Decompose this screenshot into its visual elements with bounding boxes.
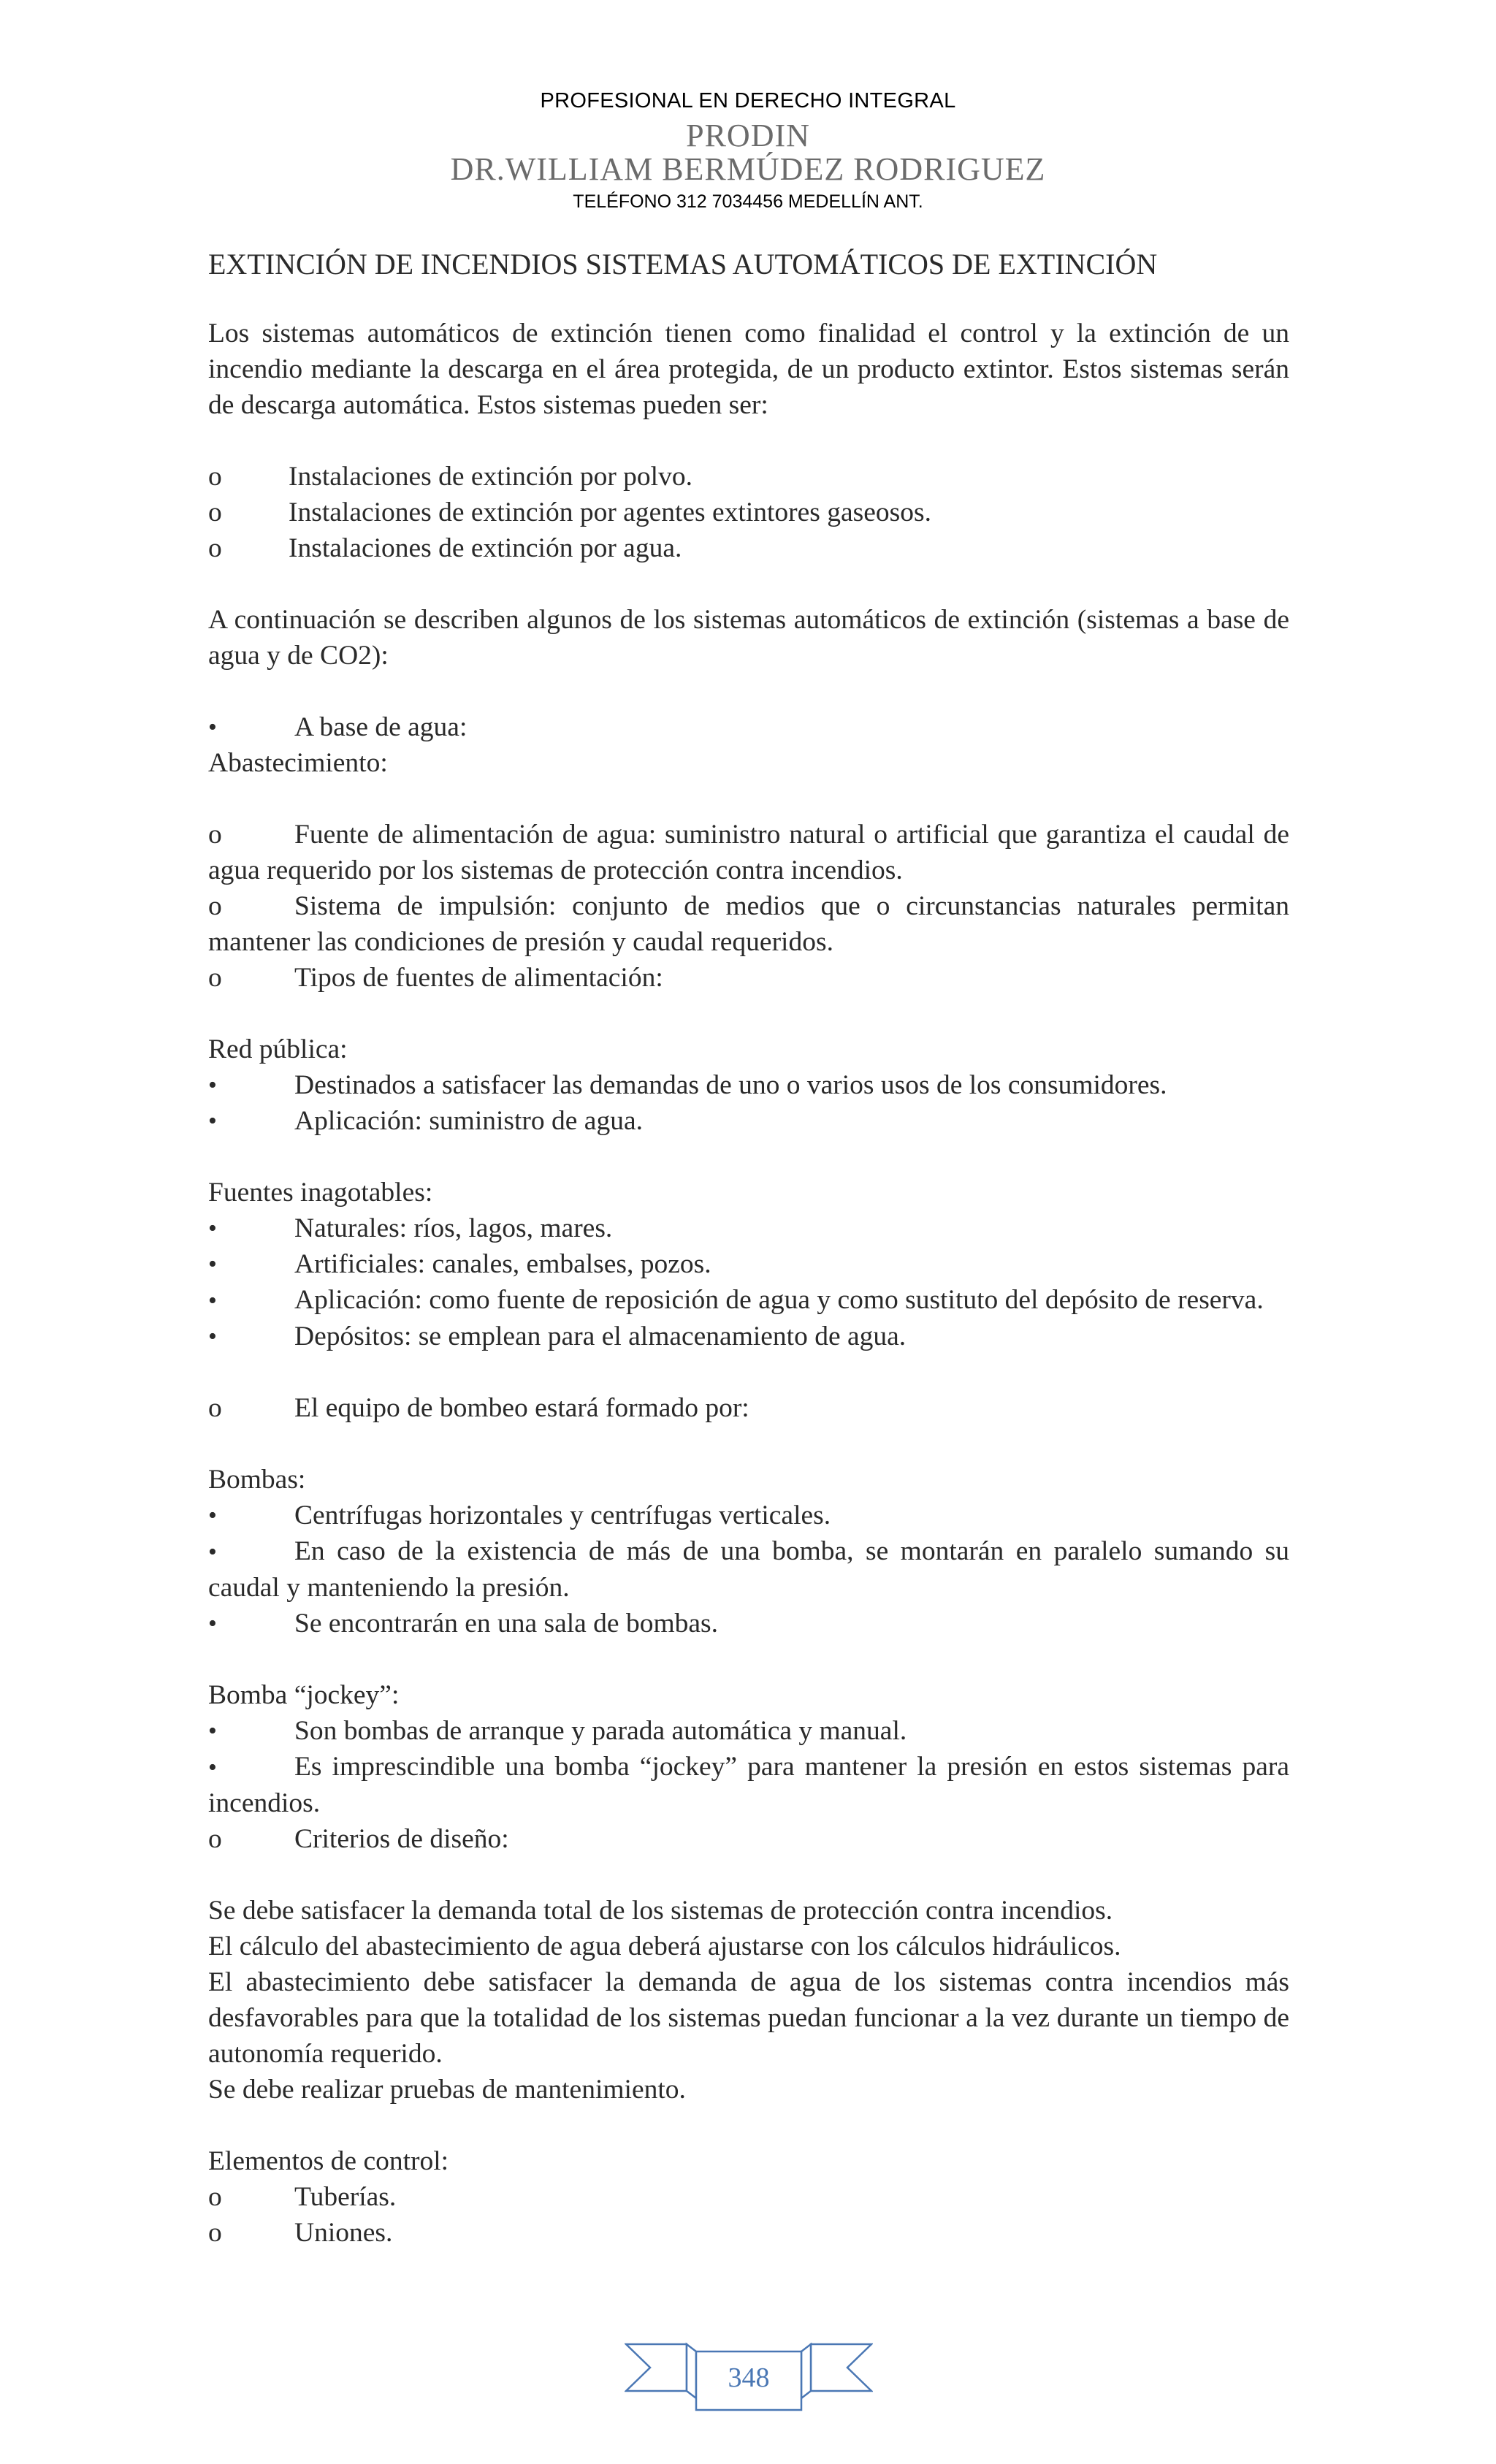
header-name: DR.WILLIAM BERMÚDEZ RODRIGUEZ [450, 151, 1046, 187]
list-item: o El equipo de bombeo estará formado por: [208, 1393, 749, 1423]
header-acronym: PRODIN [686, 118, 810, 153]
list-item: o Fuente de alimentación de agua: suministro natural o artificial que garantiza el caudal de agua requerido por los sistemas de protección contra incendios. [208, 820, 1289, 885]
design-line: El abastecimiento debe satisfacer la demanda de agua de los sistemas contra incendios más desfavorables para que la totalidad de los sistemas puedan funcionar a la vez durante un tiempo de autonomía requerido. [208, 1967, 1289, 2069]
list-item: o Tipos de fuentes de alimentación: [208, 963, 663, 993]
section-heading: Bomba “jockey”: [208, 1680, 400, 1710]
list-item: o Sistema de impulsión: conjunto de medios que o circunstancias naturales permitan mantener las condiciones de presión y caudal requeridos. [208, 891, 1289, 957]
list-item: • Centrífugas horizontales y centrífugas verticales. [208, 1500, 831, 1530]
list-item: • A base de agua: [208, 712, 468, 742]
list-item: • Naturales: ríos, lagos, mares. [208, 1213, 613, 1243]
page-title: EXTINCIÓN DE INCENDIOS SISTEMAS AUTOMÁTICOS DE EXTINCIÓN [208, 248, 1158, 281]
section-heading: Fuentes inagotables: [208, 1178, 433, 1208]
section-heading: Red pública: [208, 1034, 348, 1064]
list-item: • Artificiales: canales, embalses, pozos. [208, 1249, 711, 1279]
list-item: • Destinados a satisfacer las demandas de uno o varios usos de los consumidores. [208, 1070, 1167, 1100]
list-item: • Son bombas de arranque y parada automática y manual. [208, 1716, 907, 1746]
design-line: Se debe satisfacer la demanda total de los sistemas de protección contra incendios. [208, 1896, 1113, 1926]
list-item: • Se encontrarán en una sala de bombas. [208, 1609, 718, 1639]
header-firm: PROFESIONAL EN DERECHO INTEGRAL [540, 89, 956, 112]
list-item: o Uniones. [208, 2218, 393, 2248]
list-item: • Es imprescindible una bomba “jockey” para mantener la presión en estos sistemas para incendios. [208, 1752, 1289, 1818]
document-body [208, 316, 1289, 2251]
list-item: • Depósitos: se emplean para el almacenamiento de agua. [208, 1321, 907, 1351]
list-item: • Aplicación: suministro de agua. [208, 1106, 643, 1136]
page-number: 348 [728, 2362, 770, 2393]
list-item: o Criterios de diseño: [208, 1824, 509, 1854]
intro-paragraph: Los sistemas automáticos de extinción tienen como finalidad el control y la extinción de un incendio mediante la descarga en el área protegida, de un producto extintor. Estos sistemas serán de descarga automática. Estos sistemas pueden ser: [208, 319, 1289, 420]
section-heading: Bombas: [208, 1465, 306, 1495]
page-number-ribbon [625, 2340, 873, 2420]
list-item: o Instalaciones de extinción por agentes extintores gaseosos. [208, 497, 931, 527]
design-line: Se debe realizar pruebas de mantenimiento. [208, 2075, 686, 2105]
describe-paragraph: A continuación se describen algunos de los sistemas automáticos de extinción (sistemas a base de agua y de CO2): [208, 605, 1289, 671]
section-heading: Abastecimiento: [208, 748, 388, 778]
list-item: • En caso de la existencia de más de una bomba, se montarán en paralelo sumando su caudal y manteniendo la presión. [208, 1536, 1289, 1603]
list-item: o Tuberías. [208, 2182, 397, 2212]
header-phone: TELÉFONO 312 7034456 MEDELLÍN ANT. [573, 191, 923, 212]
design-line: El cálculo del abastecimiento de agua deberá ajustarse con los cálculos hidráulicos. [208, 1931, 1121, 1961]
list-item: • Aplicación: como fuente de reposición de agua y como sustituto del depósito de reserva. [208, 1285, 1264, 1315]
list-item: o Instalaciones de extinción por agua. [208, 533, 682, 563]
section-heading: Elementos de control: [208, 2146, 449, 2176]
list-item: o Instalaciones de extinción por polvo. [208, 462, 692, 492]
